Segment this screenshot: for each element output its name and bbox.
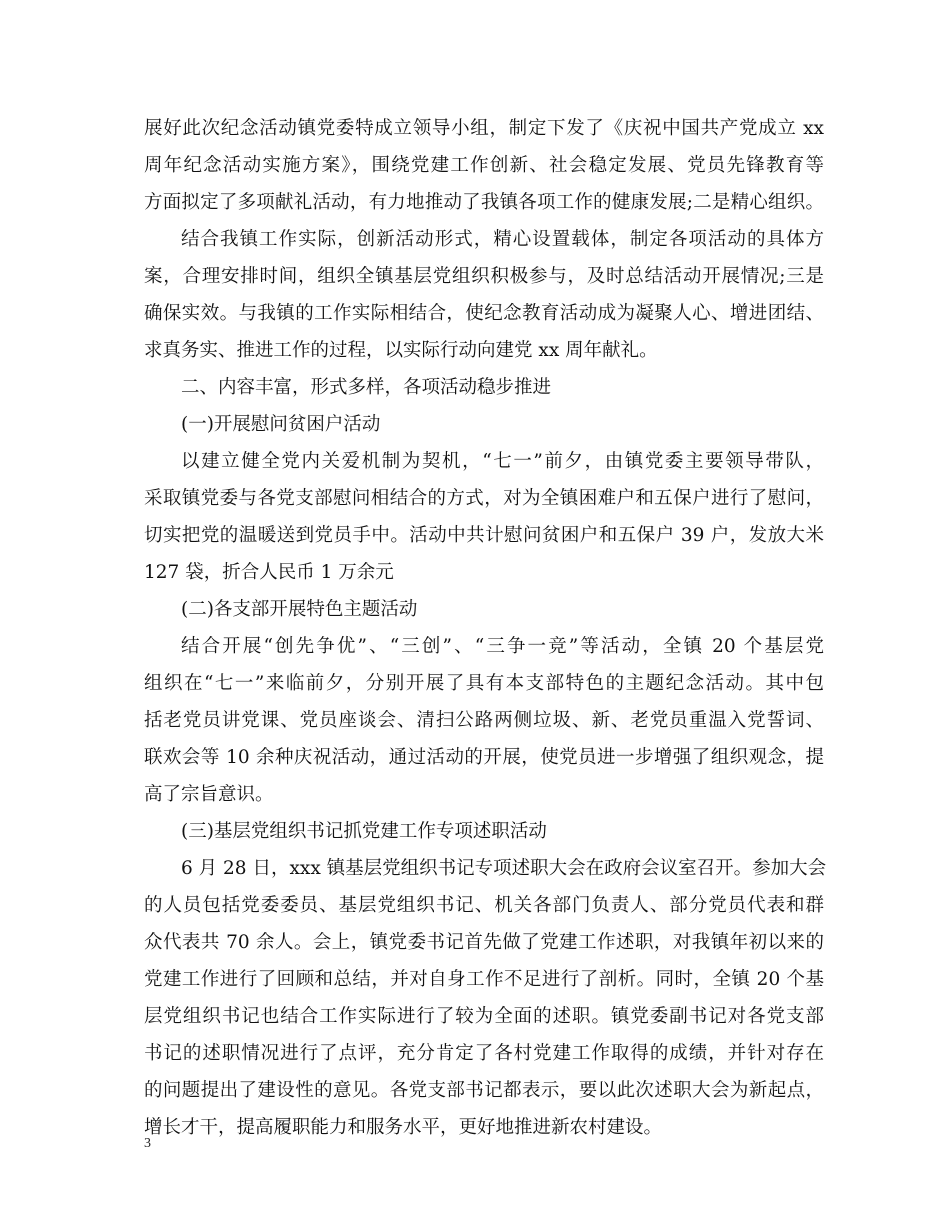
paragraph-line: 书记的述职情况进行了点评，充分肯定了各村党建工作取得的成绩，并针对存在 [144, 1043, 824, 1064]
paragraph-line: 括老党员讲党课、党员座谈会、清扫公路两侧垃圾、新、老党员重温入党誓词、 [144, 710, 824, 731]
paragraph-line: 众代表共 70 余人。会上，镇党委书记首先做了党建工作述职，对我镇年初以来的 [144, 932, 824, 953]
document-body [144, 110, 827, 1146]
paragraph-line: 求真务实、推进工作的过程，以实际行动向建党 xx 周年献礼。 [144, 340, 658, 361]
paragraph-line: 确保实效。与我镇的工作实际相结合，使纪念教育活动成为凝聚人心、增进团结、 [144, 303, 824, 324]
paragraph-line: 6 月 28 日，xxx 镇基层党组织书记专项述职大会在政府会议室召开。参加大会 [181, 858, 827, 879]
paragraph-line: 高了宗旨意识。 [144, 784, 274, 805]
subsection-heading: (二)各支部开展特色主题活动 [181, 599, 418, 620]
paragraph-line: 结合我镇工作实际，创新活动形式，精心设置载体，制定各项活动的具体方 [181, 229, 824, 250]
paragraph-line: 联欢会等 10 余种庆祝活动，通过活动的开展，使党员进一步增强了组织观念，提 [144, 747, 824, 768]
paragraph-line: 增长才干，提高履职能力和服务水平，更好地推进新农村建设。 [144, 1117, 663, 1138]
paragraph-line: 方面拟定了多项献礼活动，有力地推动了我镇各项工作的健康发展;二是精心组织。 [144, 192, 824, 213]
section-heading: 二、内容丰富，形式多样，各项活动稳步推进 [181, 377, 552, 398]
paragraph-line: 层党组织书记也结合工作实际进行了较为全面的述职。镇党委副书记对各党支部 [144, 1006, 824, 1027]
subsection-heading: (一)开展慰问贫困户活动 [181, 414, 381, 435]
paragraph-line: 展好此次纪念活动镇党委特成立领导小组，制定下发了《庆祝中国共产党成立 xx [144, 118, 824, 139]
subsection-heading: (三)基层党组织书记抓党建工作专项述职活动 [181, 821, 547, 842]
page-number: 3 [144, 1136, 151, 1151]
paragraph-line: 切实把党的温暖送到党员手中。活动中共计慰问贫困户和五保户 39 户，发放大米 [144, 525, 824, 546]
paragraph-line: 周年纪念活动实施方案》，围绕党建工作创新、社会稳定发展、党员先锋教育等 [144, 155, 824, 176]
paragraph-line: 组织在“七一”来临前夕，分别开展了具有本支部特色的主题纪念活动。其中包 [144, 673, 824, 694]
paragraph-line: 以建立健全党内关爱机制为契机，“七一”前夕，由镇党委主要领导带队， [181, 451, 824, 472]
paragraph-line: 结合开展“创先争优”、“三创”、“三争一竞”等活动，全镇 20 个基层党 [181, 636, 824, 657]
paragraph-line: 党建工作进行了回顾和总结，并对自身工作不足进行了剖析。同时，全镇 20 个基 [144, 969, 824, 990]
paragraph-line: 采取镇党委与各党支部慰问相结合的方式，对为全镇困难户和五保户进行了慰问， [144, 488, 824, 509]
paragraph-line: 的人员包括党委委员、基层党组织书记、机关各部门负责人、部分党员代表和群 [144, 895, 824, 916]
paragraph-line: 的问题提出了建设性的意见。各党支部书记都表示，要以此次述职大会为新起点， [144, 1080, 824, 1101]
paragraph-line: 127 袋，折合人民币 1 万余元 [144, 562, 394, 583]
paragraph-line: 案，合理安排时间，组织全镇基层党组织积极参与，及时总结活动开展情况;三是 [144, 266, 824, 287]
